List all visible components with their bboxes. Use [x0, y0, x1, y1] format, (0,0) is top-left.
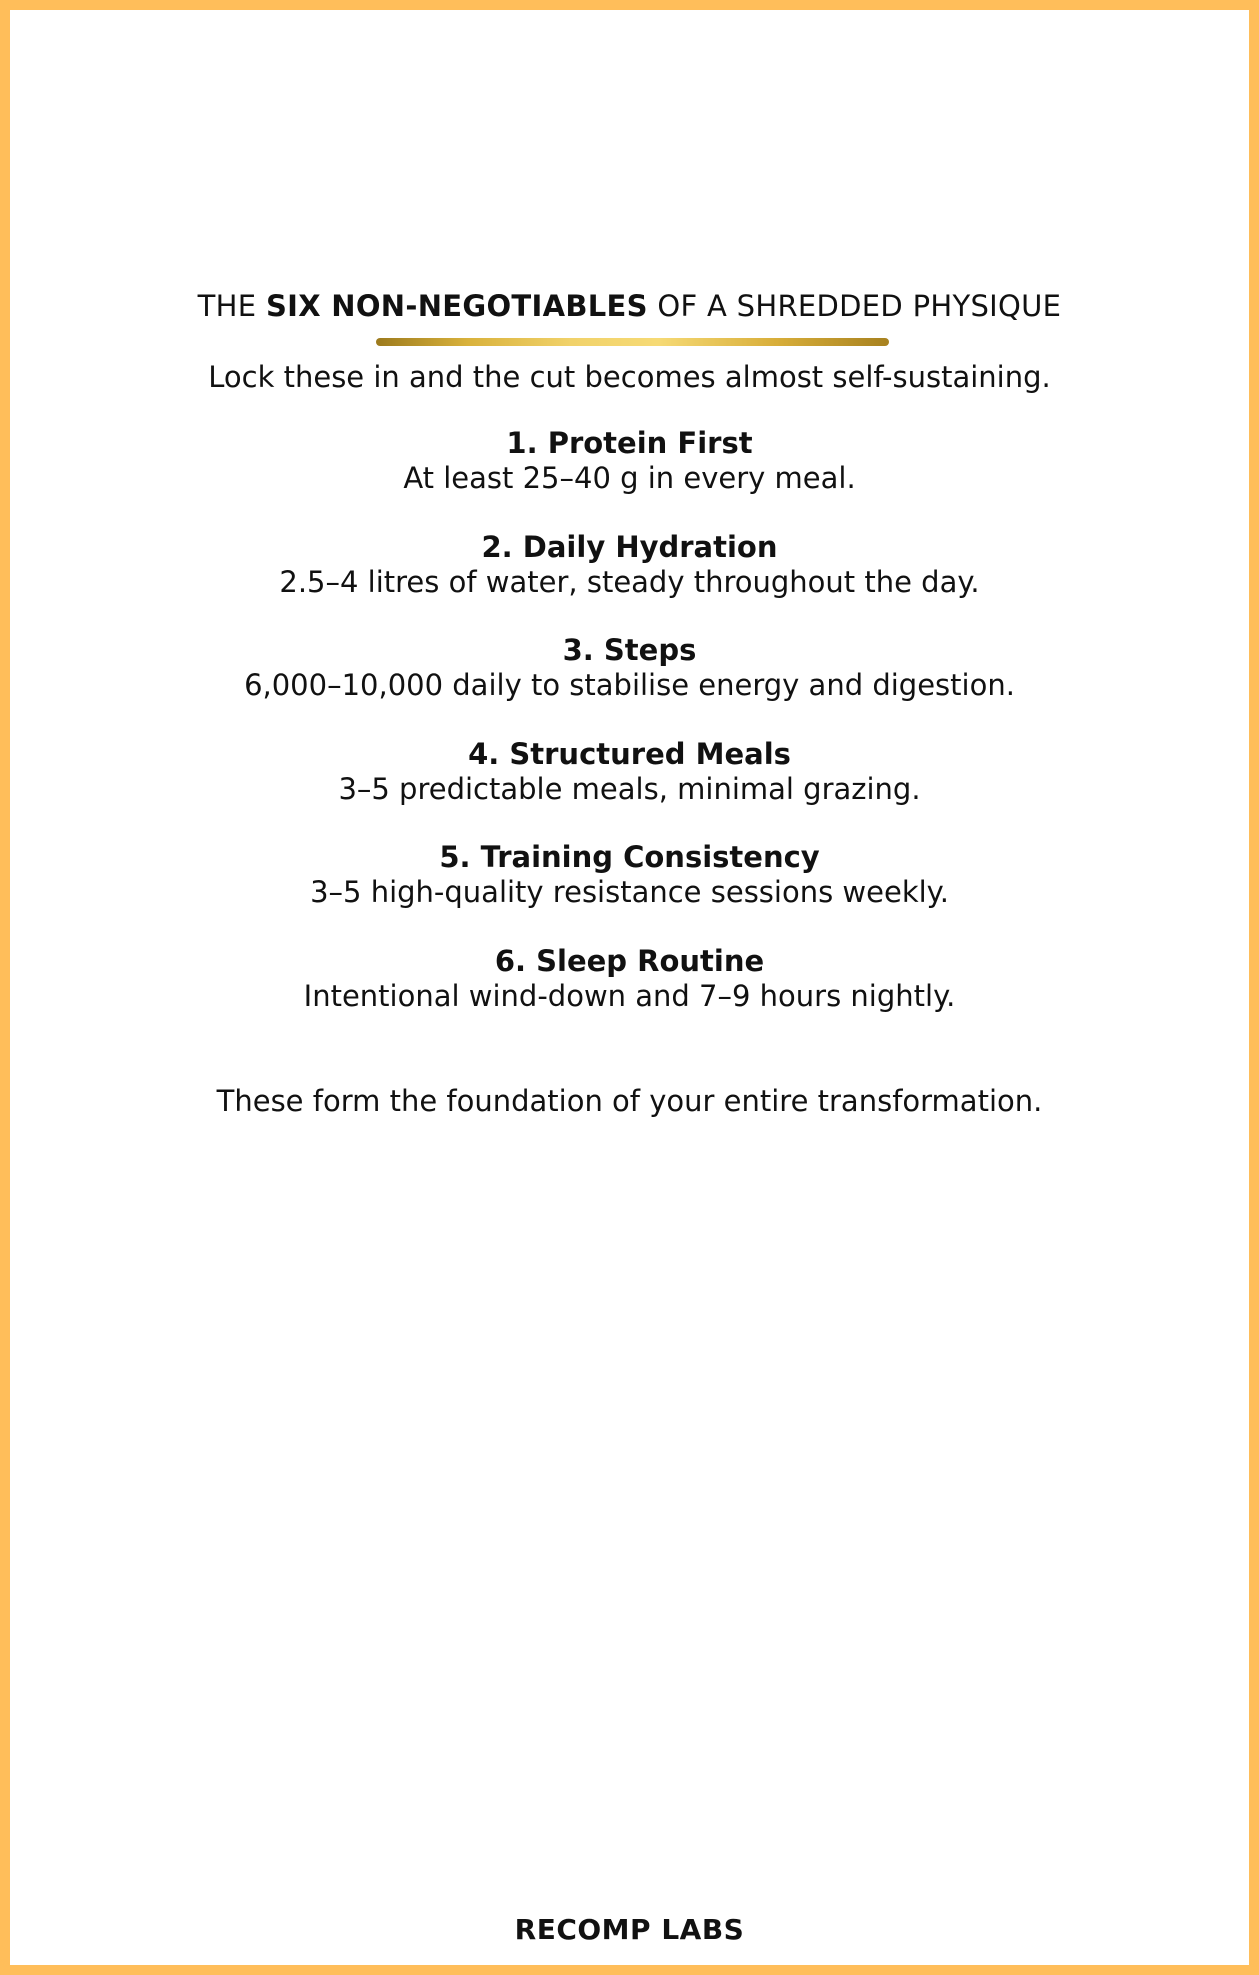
item-description: At least 25–40 g in every meal. [403, 461, 856, 495]
item-description: 2.5–4 litres of water, steady throughout the day. [279, 565, 980, 599]
item-description: 6,000–10,000 daily to stabilise energy and digestion. [244, 668, 1015, 702]
gold-divider [376, 338, 889, 346]
item-title: 2. Daily Hydration [481, 530, 778, 564]
item-title: 6. Sleep Routine [494, 944, 765, 978]
item-title: 5. Training Consistency [439, 840, 820, 874]
list-item [10, 426, 1249, 496]
item-title: 1. Protein First [506, 426, 753, 460]
list-item [10, 840, 1249, 910]
list-item [10, 737, 1249, 807]
item-description: 3–5 predictable meals, minimal grazing. [338, 772, 921, 806]
title-prefix: THE [197, 289, 266, 323]
page-title [10, 286, 1249, 326]
list-item [10, 633, 1249, 703]
title-suffix: OF A SHREDDED PHYSIQUE [647, 289, 1062, 323]
list-item [10, 530, 1249, 600]
title-emphasis: SIX NON-NEGOTIABLES [265, 289, 648, 323]
item-title: 4. Structured Meals [468, 737, 791, 771]
list-item [10, 944, 1249, 1014]
item-description: Intentional wind-down and 7–9 hours nightly. [303, 979, 956, 1013]
brand-footer: RECOMP LABS [514, 1913, 745, 1946]
item-title: 3. Steps [562, 633, 697, 667]
item-description: 3–5 high-quality resistance sessions weekly. [310, 875, 949, 909]
closing-text: These form the foundation of your entire transformation. [216, 1084, 1043, 1118]
intro-text: Lock these in and the cut becomes almost self-sustaining. [208, 360, 1051, 394]
